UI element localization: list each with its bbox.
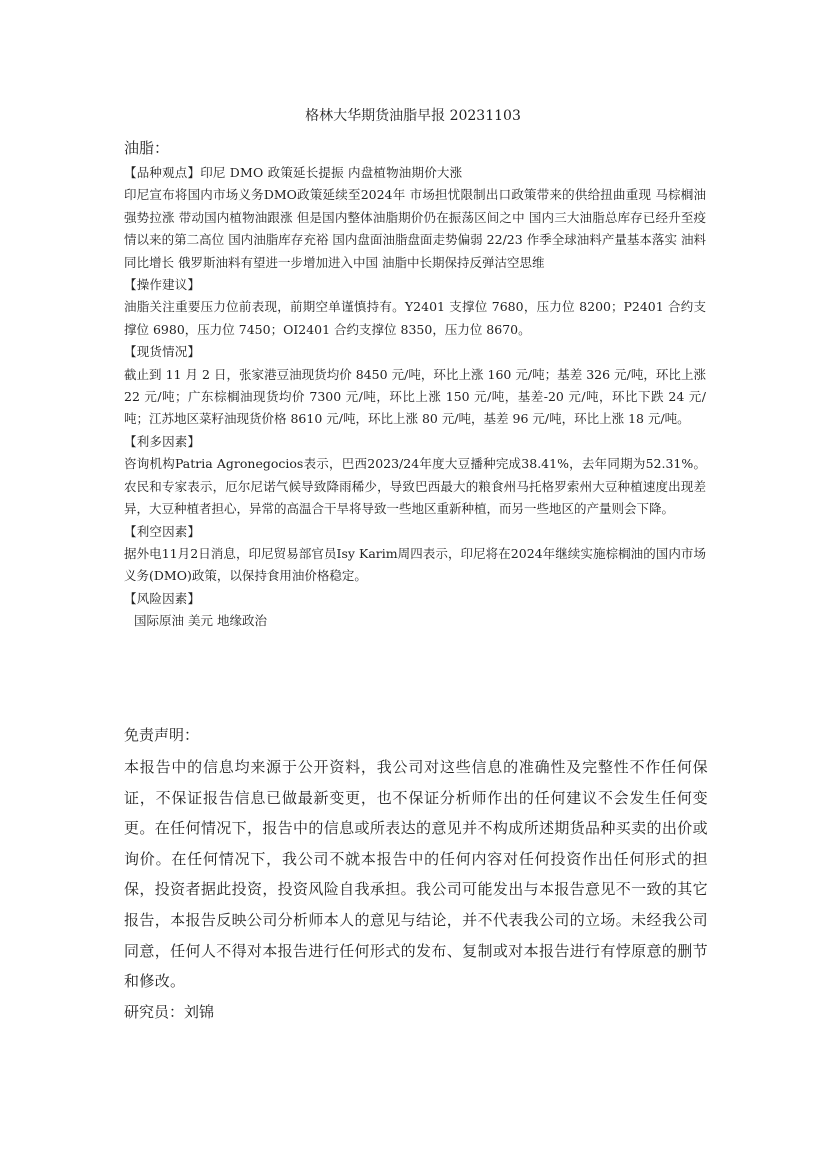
risk-text: 国际原油 美元 地缘政治	[134, 613, 267, 629]
bearish-heading: 【利空因素】	[124, 523, 201, 539]
disclaimer-heading: 免责声明：	[124, 726, 200, 744]
bullish-heading: 【利多因素】	[124, 433, 201, 449]
spot-text: 截止到 11 月 2 日，张家港豆油现货均价 8450 元/吨，环比上涨 160 元/吨；基差 326 元/吨，环比上涨 22 元/吨；广东棕榈油现货均价 7300 元/吨，环比上涨 150 元/吨，基差-20 元/吨，环比下跌 24 元/吨；江苏地区菜籽油现货价格 8610 元/吨，环比上涨 80 元/吨，基差 96 元/吨，环比上涨 18 元/吨。	[124, 366, 706, 427]
spot-heading: 【现货情况】	[124, 344, 201, 360]
advice-text: 油脂关注重要压力位前表现，前期空单谨慎持有。Y2401 支撑位 7680，压力位 8200；P2401 合约支撑位 6980，压力位 7450；OI2401 合约支撑位 8350，压力位 8670。	[124, 299, 706, 337]
viewpoint-text: 印尼宣布将国内市场义务DMO政策延续至2024年 市场担忧限制出口政策带来的供给扭曲重现 马棕榈油强势拉涨 带动国内植物油跟涨 但是国内整体油脂期价仍在振荡区间之中 国内三大油脂总库存已经升至疫情以来的第二高位 国内油脂库存充裕 国内盘面油脂盘面走势偏弱 22/23 作季全球油料产量基本落实 油料同比增长 俄罗斯油料有望进一步增加进入中国 油脂中长期保持反弹沽空思维	[124, 187, 706, 270]
disclaimer-section	[124, 722, 708, 1025]
risk-heading: 【风险因素】	[124, 590, 201, 606]
advice-heading: 【操作建议】	[124, 277, 201, 293]
analyst-name: 研究员：刘锦	[124, 1002, 215, 1021]
bearish-text: 据外电11月2日消息，印尼贸易部官员Isy Karim周四表示，印尼将在2024年继续实施棕榈油的国内市场义务(DMO)政策，以保持食用油价格稳定。	[124, 545, 706, 584]
section-heading-oils: 油脂：	[124, 139, 170, 157]
bullish-text: 咨询机构Patria Agronegocios表示，巴西2023/24年度大豆播种完成38.41%，去年同期为52.31%。农民和专家表示，厄尔尼诺气候导致降雨稀少，导致巴西最大的粮食州马托格罗索州大豆种植速度出现差异，大豆种植者担心，异常的高温合干旱将导致一些地区重新种植，而另一些地区的产量则会下降。	[124, 456, 706, 517]
report-body	[124, 162, 706, 633]
disclaimer-text: 本报告中的信息均来源于公开资料，我公司对这些信息的准确性及完整性不作任何保证，不保证报告信息已做最新变更，也不保证分析师作出的任何建议不会发生任何变更。在任何情况下，报告中的信息或所表达的意见并不构成所述期货品种买卖的出价或询价。在任何情况下，我公司不就本报告中的任何内容对任何投资作出任何形式的担保，投资者据此投资，投资风险自我承担。我公司可能发出与本报告意见不一致的其它报告，本报告反映公司分析师本人的意见与结论，并不代表我公司的立场。未经我公司同意，任何人不得对本报告进行任何形式的发布、复制或对本报告进行有悖原意的删节和修改。	[124, 758, 708, 991]
report-title: 格林大华期货油脂早报 20231103	[305, 108, 521, 124]
viewpoint-heading: 【品种观点】印尼 DMO 政策延长提振 内盘植物油期价大涨	[124, 165, 463, 180]
